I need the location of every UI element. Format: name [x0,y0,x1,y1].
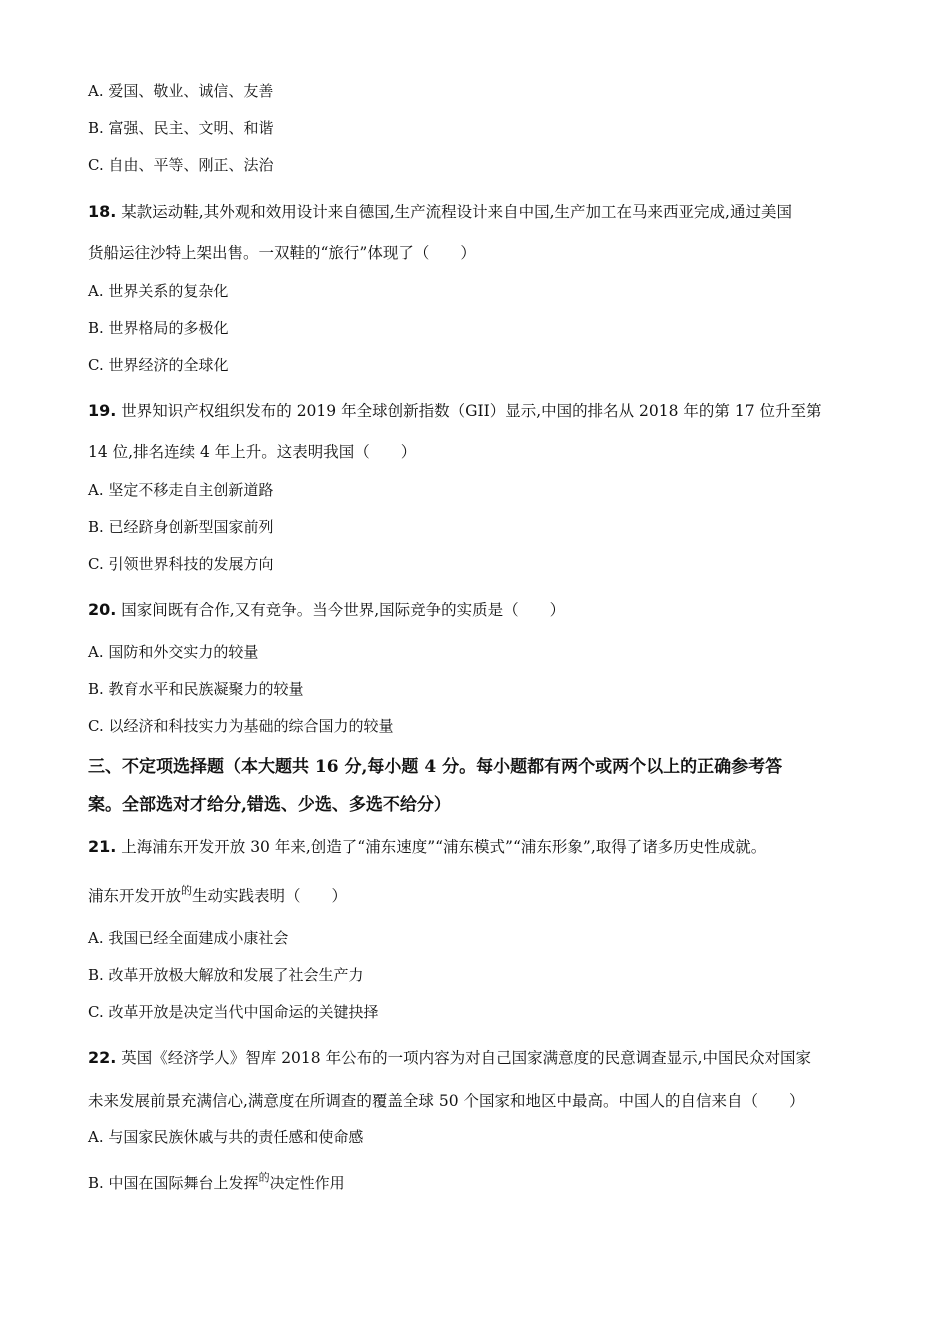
option-19a: A. 坚定不移走自主创新道路 [88,481,274,499]
option-18a: A. 世界关系的复杂化 [88,282,229,300]
option-19c: C. 引领世界科技的发展方向 [88,555,274,573]
question-number: 22. [88,1048,117,1067]
question-22-line2: 未来发展前景充满信心,满意度在所调查的覆盖全球 50 个国家和地区中最高。中国人的自信来自（ ） [88,1092,805,1110]
question-20-line1 [88,598,565,620]
option-22b [88,1172,345,1193]
question-21-line1 [88,835,766,857]
option-20b: B. 教育水平和民族凝聚力的较量 [88,680,304,698]
option-18c: C. 世界经济的全球化 [88,356,229,374]
question-text: 国家间既有合作,又有竞争。当今世界,国际竞争的实质是（ ） [116,601,566,619]
question-text: 某款运动鞋,其外观和效用设计来自德国,生产流程设计来自中国,生产加工在马来西亚完成,通过美国 [116,203,792,221]
option-19b: B. 已经跻身创新型国家前列 [88,518,274,536]
question-text: 生动实践表明（ ） [192,887,348,905]
question-18-line2: 货船运往沙特上架出售。一双鞋的“旅行”体现了（ ） [88,244,476,262]
question-19-line2: 14 位,排名连续 4 年上升。这表明我国（ ） [88,443,417,461]
option-20a: A. 国防和外交实力的较量 [88,643,259,661]
option-21b: B. 改革开放极大解放和发展了社会生产力 [88,966,364,984]
option-20c: C. 以经济和科技实力为基础的综合国力的较量 [88,717,394,735]
question-number: 18. [88,202,117,221]
question-text: 英国《经济学人》智库 2018 年公布的一项内容为对自己国家满意度的民意调查显示,中国民众对国家 [116,1049,812,1067]
superscript-char: 的 [181,884,193,897]
option-22a: A. 与国家民族休戚与共的责任感和使命感 [88,1128,364,1146]
option-17c: C. 自由、平等、刚正、法治 [88,156,274,174]
question-18-line1 [88,200,792,222]
option-text: 决定性作用 [269,1174,345,1192]
question-text: 浦东开发开放 [88,887,182,905]
question-text: 世界知识产权组织发布的 2019 年全球创新指数（GII）显示,中国的排名从 2018 年的第 17 位升至第 [116,402,822,420]
section-heading-line2: 案。全部选对才给分,错选、少选、多选不给分） [88,795,451,815]
question-number: 19. [88,401,117,420]
option-21a: A. 我国已经全面建成小康社会 [88,929,289,947]
option-17b: B. 富强、民主、文明、和谐 [88,119,274,137]
question-number: 21. [88,837,117,856]
question-text: 上海浦东开发开放 30 年来,创造了“浦东速度”“浦东模式”“浦东形象”,取得了诸多历史性成就。 [116,838,767,856]
question-number: 20. [88,600,117,619]
option-17a: A. 爱国、敬业、诚信、友善 [88,82,274,100]
section-heading-line1: 三、不定项选择题（本大题共 16 分,每小题 4 分。每小题都有两个或两个以上的正确参考答 [88,757,783,777]
question-22-line1 [88,1046,811,1068]
question-21-line2 [88,884,347,906]
option-text: B. 中国在国际舞台上发挥 [88,1174,259,1192]
superscript-char: 的 [258,1171,270,1184]
option-18b: B. 世界格局的多极化 [88,319,229,337]
option-21c: C. 改革开放是决定当代中国命运的关键抉择 [88,1003,379,1021]
question-19-line1 [88,399,822,421]
